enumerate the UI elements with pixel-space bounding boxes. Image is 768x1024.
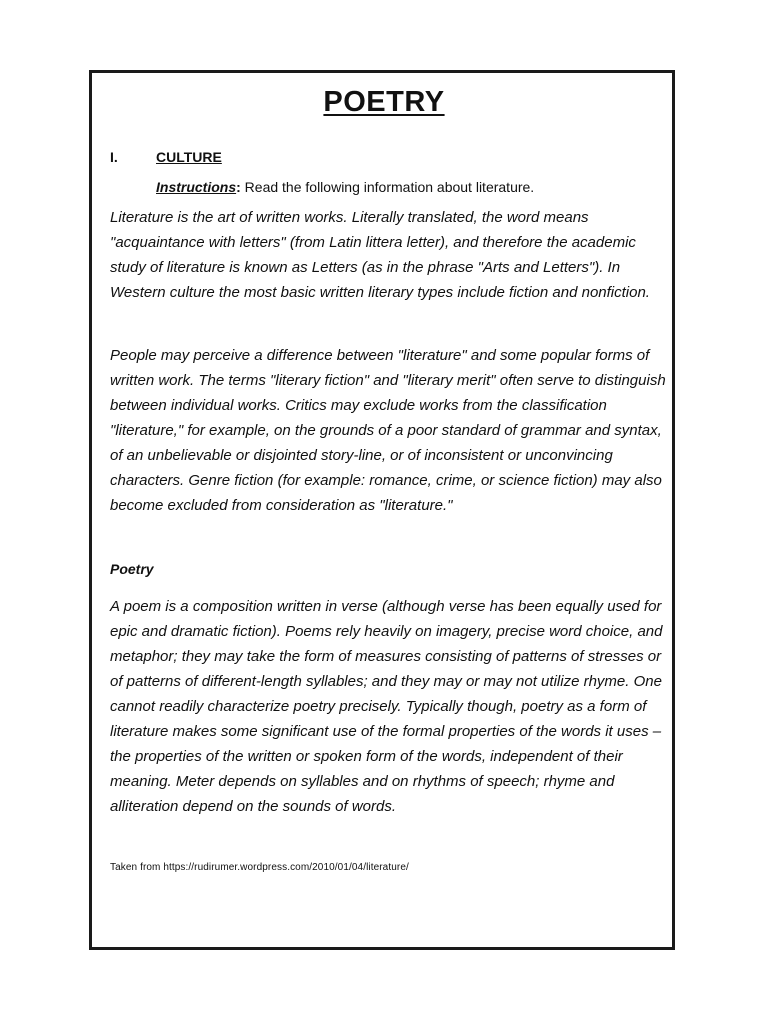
source-citation: Taken from https://rudirumer.wordpress.com/2010/01/04/literature/ bbox=[110, 862, 409, 873]
paragraph-poetry-definition: A poem is a composition written in verse (although verse has been equally used for epic and dramatic fiction). Poems rely heavily on imagery, precise word choice, and metaphor; they may take the form of measures consisting of patterns of stresses or of patterns of different-length syllables; and they may or may not utilize rhyme. One cannot readily characterize poetry precisely. Typically though, poetry as a form of literature makes some significant use of the formal properties of the words it uses – the properties of the written or spoken form of the words, independent of their meaning. Meter depends on syllables and on rhythms of speech; rhyme and alliteration depend on the sounds of words. bbox=[110, 598, 663, 815]
section-name: CULTURE bbox=[156, 149, 222, 165]
section-heading bbox=[110, 149, 222, 165]
paragraph-literature-distinction: People may perceive a difference between "literature" and some popular forms of written work. The terms "literary fiction" and "literary merit" often serve to distinguish between individual works. Critics may exclude works from the classification "literature," for example, on the grounds of a poor standard of grammar and syntax, of an unbelievable or disjointed story-line, or of inconsistent or unconvincing characters. Genre fiction (for example: romance, crime, or science fiction) may also become excluded from consideration as "literature." bbox=[110, 347, 666, 514]
paragraph-literature-definition: Literature is the art of written works. Literally translated, the word means "acquaintance with letters" (from Latin littera letter), and therefore the academic study of literature is known as Letters (as in the phrase "Arts and Letters"). In Western culture the most basic written literary types include fiction and nonfiction. bbox=[110, 209, 650, 301]
instructions-colon: : bbox=[236, 179, 241, 195]
instructions-text: Read the following information about literature. bbox=[240, 179, 535, 195]
poetry-subheading: Poetry bbox=[110, 561, 154, 577]
instructions-label: Instructions bbox=[156, 179, 237, 195]
page-title: POETRY bbox=[323, 86, 445, 118]
instructions-line bbox=[156, 179, 534, 195]
section-numeral: I. bbox=[110, 149, 118, 165]
